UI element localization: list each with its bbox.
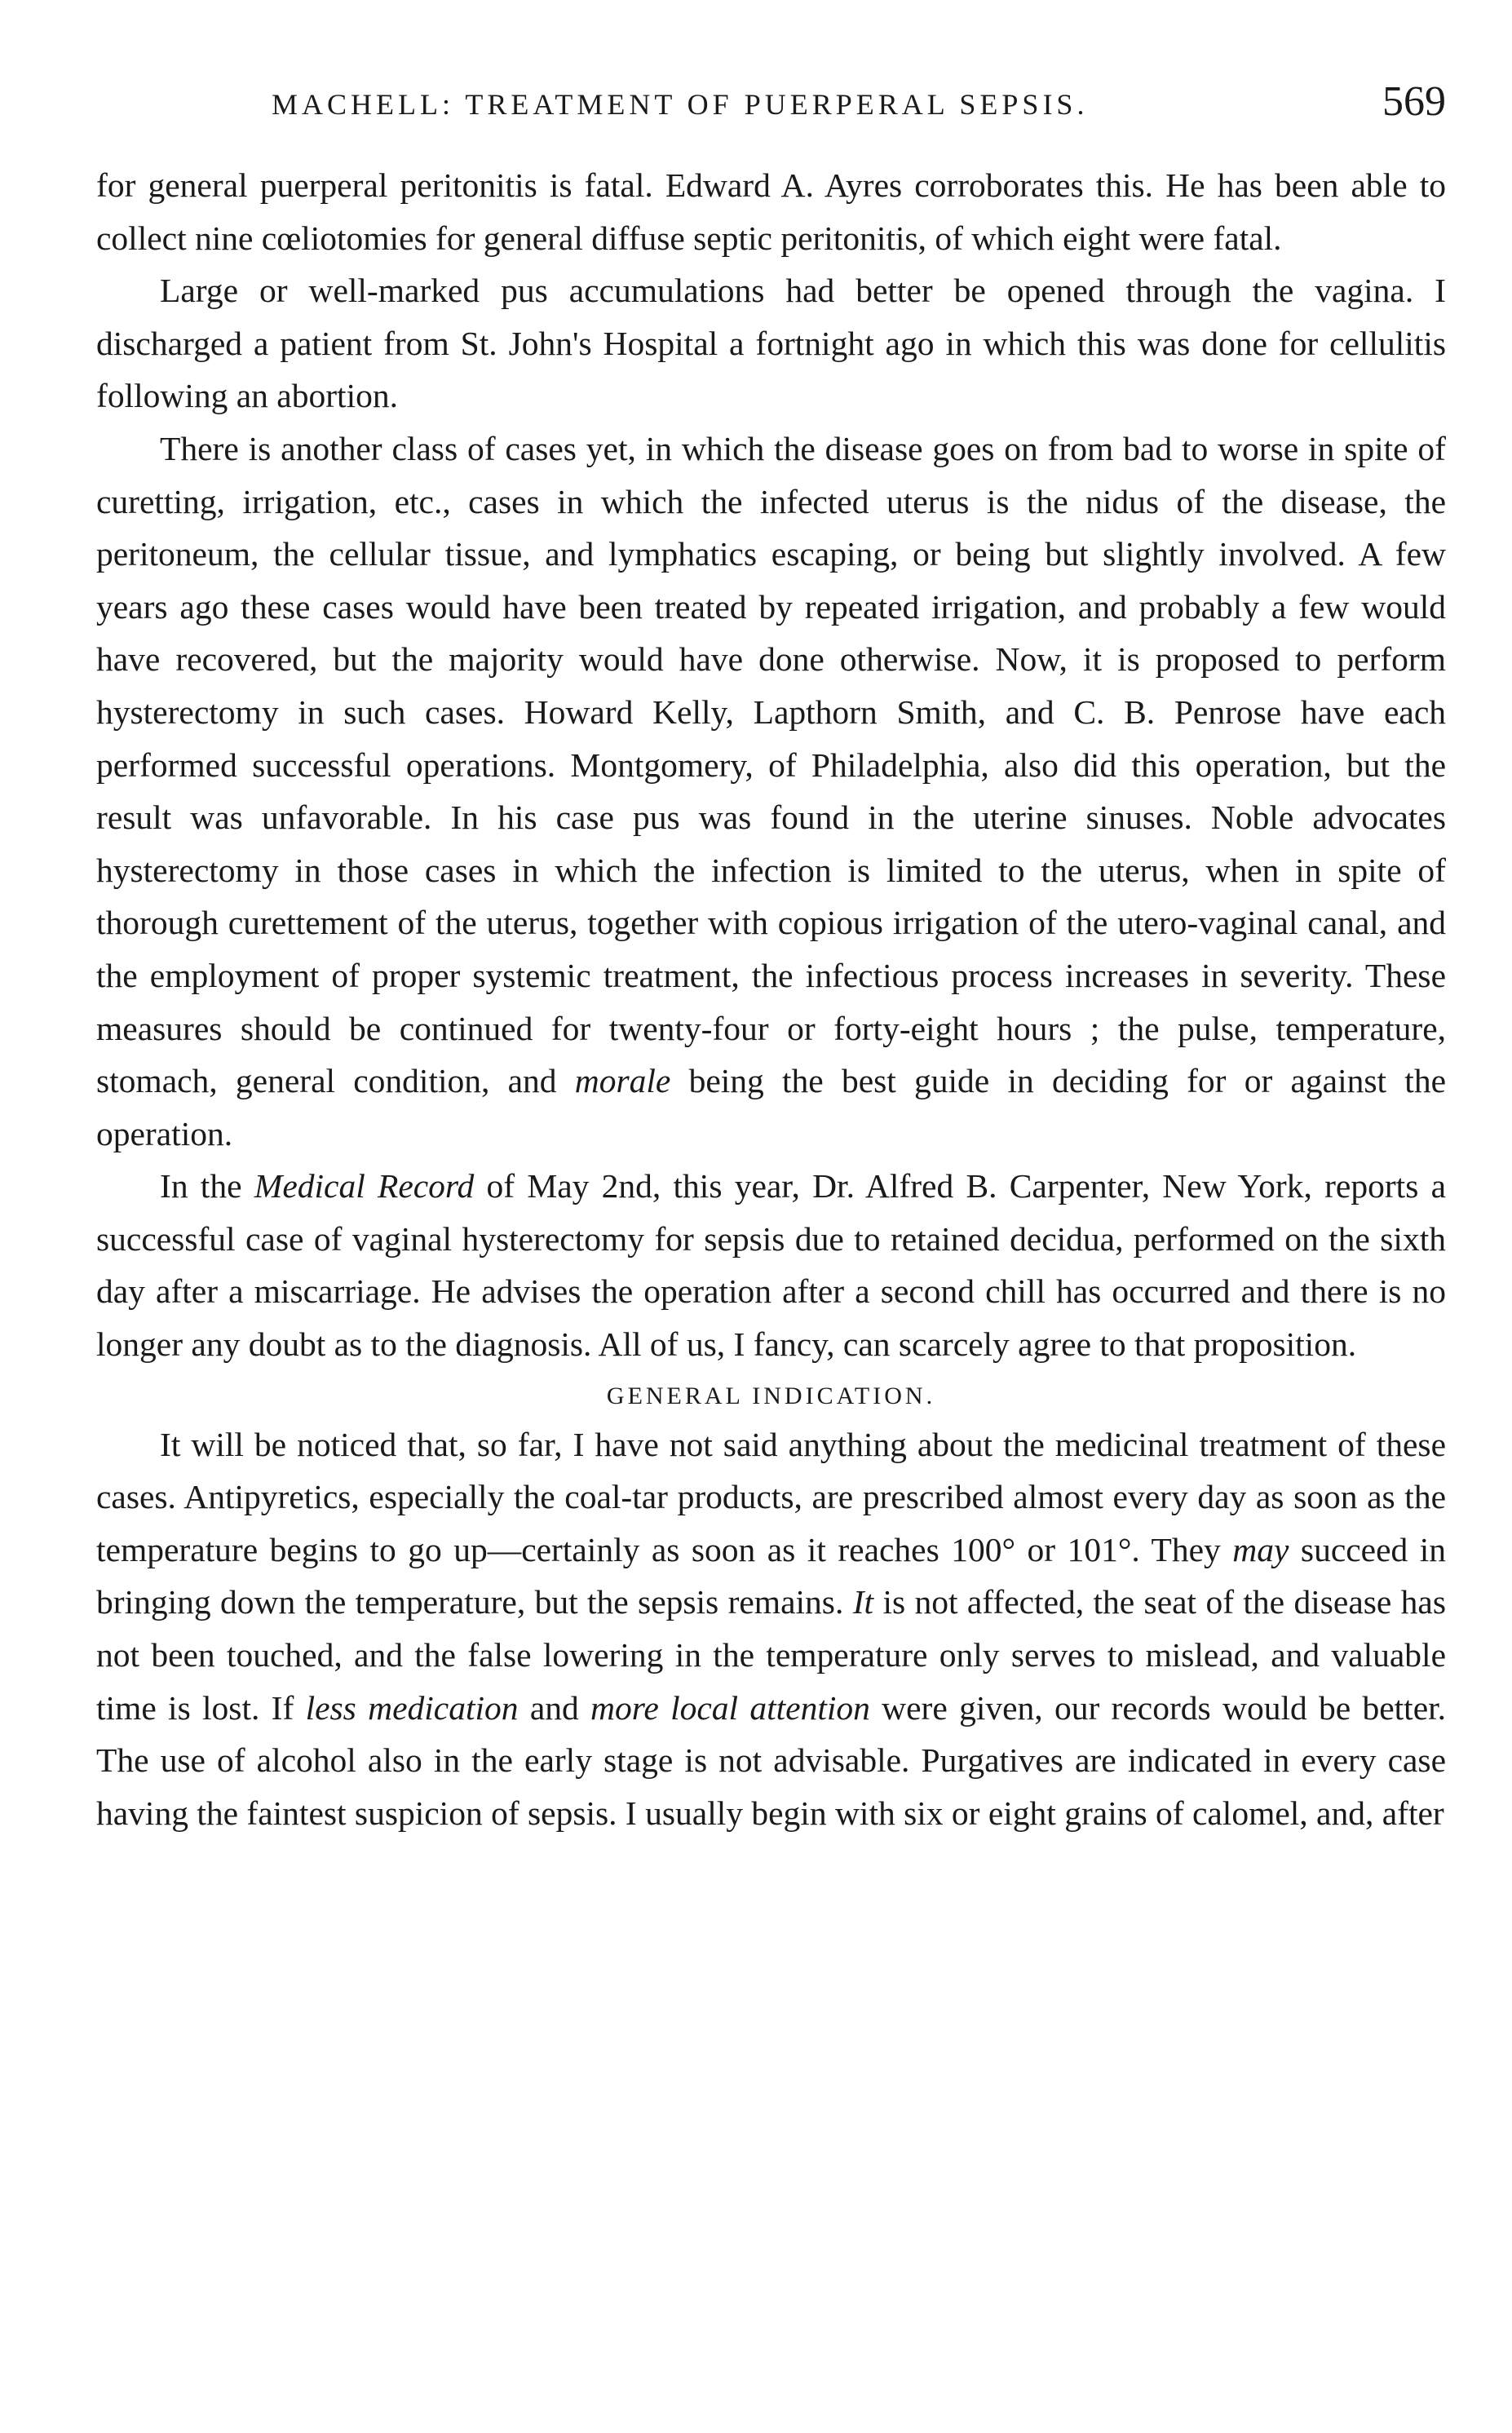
journal-title: Medical Record — [254, 1167, 475, 1205]
paragraph-peritonitis — [96, 159, 1446, 264]
running-title: MACHELL: TREATMENT OF PUERPERAL SEPSIS. — [272, 88, 1089, 121]
paragraph-text: for general puerperal peritonitis is fatal. Edward A. Ayres corroborates this. He has been able to collect nine cœliotomies for general diffuse septic peritonitis, of which eight were fatal. — [96, 166, 1446, 257]
paragraph-text: It will be noticed that, so far, I have not said anything about the medicinal treatment of these cases. Antipyretics, especially the coal-tar products, are prescribed almost every day as soon as the temperature begins to go up—certainly as soon as it reaches 100° or 101°. They — [96, 1425, 1446, 1568]
italic-term: morale — [574, 1062, 671, 1100]
paragraph-text: being the best guide in deciding for or against the operation. — [96, 1062, 1446, 1152]
paragraph-pus-accumulations — [96, 264, 1446, 422]
running-head — [96, 77, 1446, 135]
paragraph-text: is not affected, the seat of the disease has not been touched, and the false lowering in the temperature only serves to mislead, and valuable time is lost. If — [96, 1583, 1446, 1727]
paragraph-text: In the — [160, 1167, 242, 1205]
italic-term: may — [1232, 1530, 1289, 1568]
page — [96, 77, 1446, 1839]
italic-term: It — [852, 1583, 874, 1621]
paragraph-text: There is another class of cases yet, in which the disease goes on from bad to worse in spite of curetting, irrigation, etc., cases in which the infected uterus is the nidus of the disease, the peritoneum, the cellular tissue, and lymphatics escaping, or being but slightly involved. A few years ago these cases would have been treated by repeated irrigation, and probably a few would have recovered, but the majority would have done otherwise. Now, it is proposed to perform hysterectomy in such cases. Howard Kelly, Lapthorn Smith, and C. B. Penrose have each performed successful operations. Montgomery, of Philadelphia, also did this operation, but the result was unfavorable. In his case pus was found in the uterine sinuses. Noble advocates hysterectomy in those cases in which the infection is limited to the uterus, when in spite of thorough curettement of the uterus, together with copious irrigation of the utero-vaginal canal, and the employment of proper systemic treatment, the infectious process increases in severity. These measures should be continued for twenty-four or forty-eight hours ; the pulse, temperature, stomach, general condition, and — [96, 429, 1446, 1100]
paragraph-hysterectomy — [96, 422, 1446, 1160]
paragraph-text: and — [529, 1688, 579, 1727]
page-number: 569 — [1382, 78, 1446, 125]
italic-term: less medication — [305, 1688, 519, 1727]
italic-term: more local attention — [590, 1688, 870, 1727]
paragraph-text: Large or well-marked pus accumulations had better be opened through the vagina. I discharged a patient from St. John's Hospital a fortnight ago in which this was done for cellulitis following an abortion. — [96, 272, 1446, 415]
paragraph-text: of May 2nd, this year, Dr. Alfred B. Carpenter, New York, reports a successful case of vaginal hysterectomy for sepsis due to retained decidua, performed on the sixth day after a miscarriage. He advises the operation after a second chill has occurred and there is no longer any doubt as to the diagnosis. All of us, I fancy, can scarcely agree to that proposition. — [96, 1167, 1447, 1364]
paragraph-general-indication — [96, 1418, 1446, 1840]
section-heading: GENERAL INDICATION. — [606, 1382, 936, 1409]
paragraph-medical-record — [96, 1160, 1446, 1370]
paragraph-text: succeed in bringing down the temperature, but the sepsis remains. — [96, 1530, 1447, 1621]
paragraph-text: were given, our records would be better. The use of alcohol also in the early stage is not advisable. Purgatives are indicated in every case having the faintest suspicion of sepsis. I usually begin with six or eight grains of calomel, and, after — [96, 1688, 1447, 1832]
